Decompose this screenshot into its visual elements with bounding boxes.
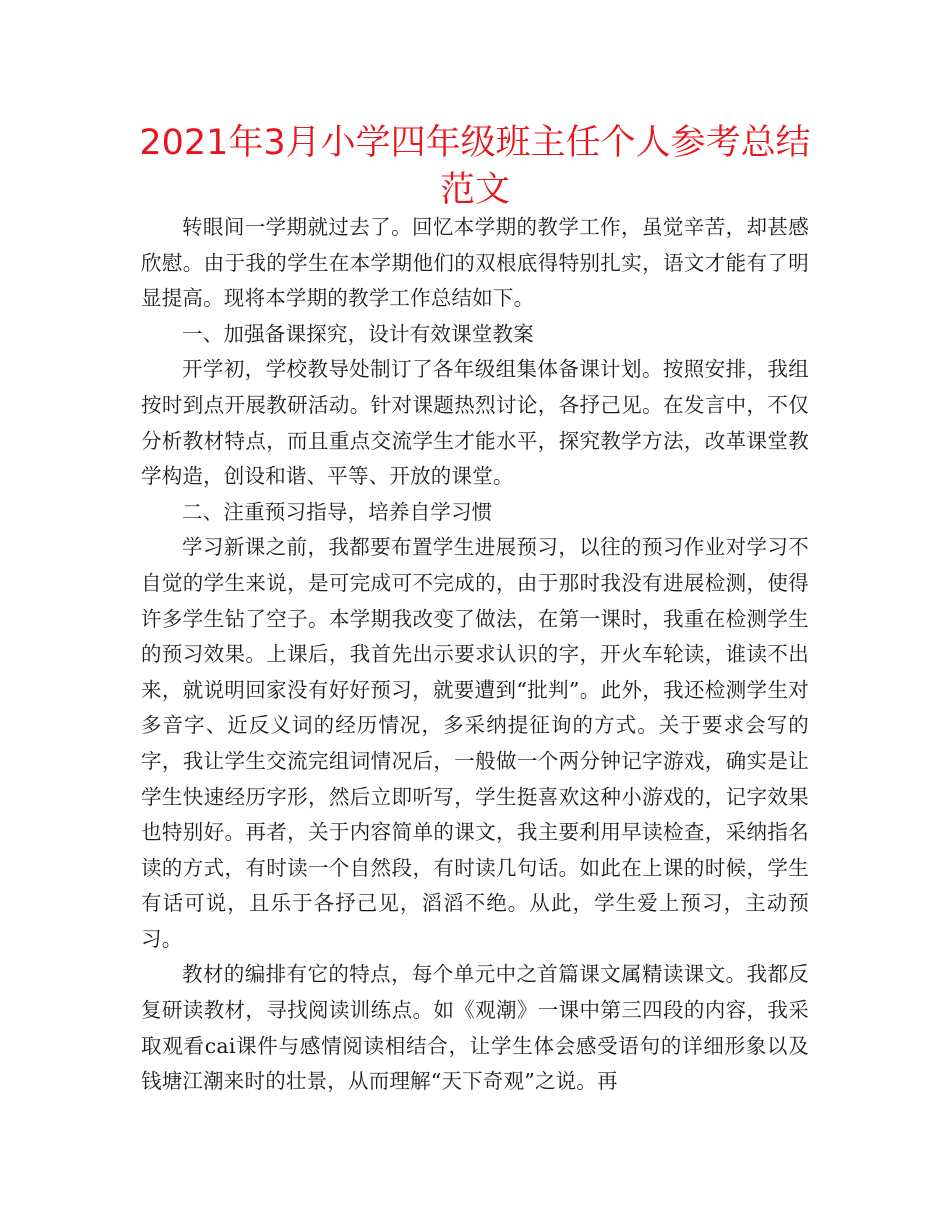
paragraph-section-1: 开学初，学校教导处制订了各年级组集体备课计划。按照安排，我组按时到点开展教研活动。针对课题热烈讨论，各抒己见。在发言中，不仅分析教材特点，而且重点交流学生才能水平，探究教学方法，改革课堂教学构造，创设和谐、平等、开放的课堂。 — [141, 357, 809, 489]
section-heading-1: 一、加强备课探究，设计有效课堂教案 — [182, 321, 534, 346]
section-heading-2: 二、注重预习指导，培养自学习惯 — [182, 499, 493, 524]
document-body — [141, 210, 809, 1100]
paragraph-intro: 转眼间一学期就过去了。回忆本学期的教学工作，虽觉辛苦，却甚感欣慰。由于我的学生在本学期他们的双根底得特别扎实，语文才能有了明显提高。现将本学期的教学工作总结如下。 — [141, 215, 809, 311]
paragraph-section-2: 学习新课之前，我都要布置学生进展预习，以往的预习作业对学习不自觉的学生来说，是可完成可不完成的，由于那时我没有进展检测，使得许多学生钻了空子。本学期我改变了做法，在第一课时，我重在检测学生的预习效果。上课后，我首先出示要求认识的字，开火车轮读，谁读不出来，就说明回家没有好好预习，就要遭到“批判”。此外，我还检测学生对多音字、近反义词的经历情况，多采纳提征询的方式。关于要求会写的字，我让学生交流完组词情况后，一般做一个两分钟记字游戏，确实是让学生快速经历字形，然后立即听写，学生挺喜欢这种小游戏的，记字效果也特别好。再者，关于内容简单的课文，我主要利用早读检查，采纳指名读的方式，有时读一个自然段，有时读几句话。如此在上课的时候，学生有话可说，且乐于各抒己见，滔滔不绝。从此，学生爱上预习，主动预习。 — [141, 535, 809, 951]
document-title: 2021年3月小学四年级班主任个人参考总结范文 — [139, 123, 811, 210]
paragraph-section-2-continued: 教材的编排有它的特点，每个单元中之首篇课文属精读课文。我都反复研读教材，寻找阅读训练点。如《观潮》一课中第三四段的内容，我采取观看cai课件与感情阅读相结合，让学生体会感受语句的详细形象以及钱塘江潮来时的壮景，从而理解“天下奇观”之说。再 — [141, 962, 809, 1094]
